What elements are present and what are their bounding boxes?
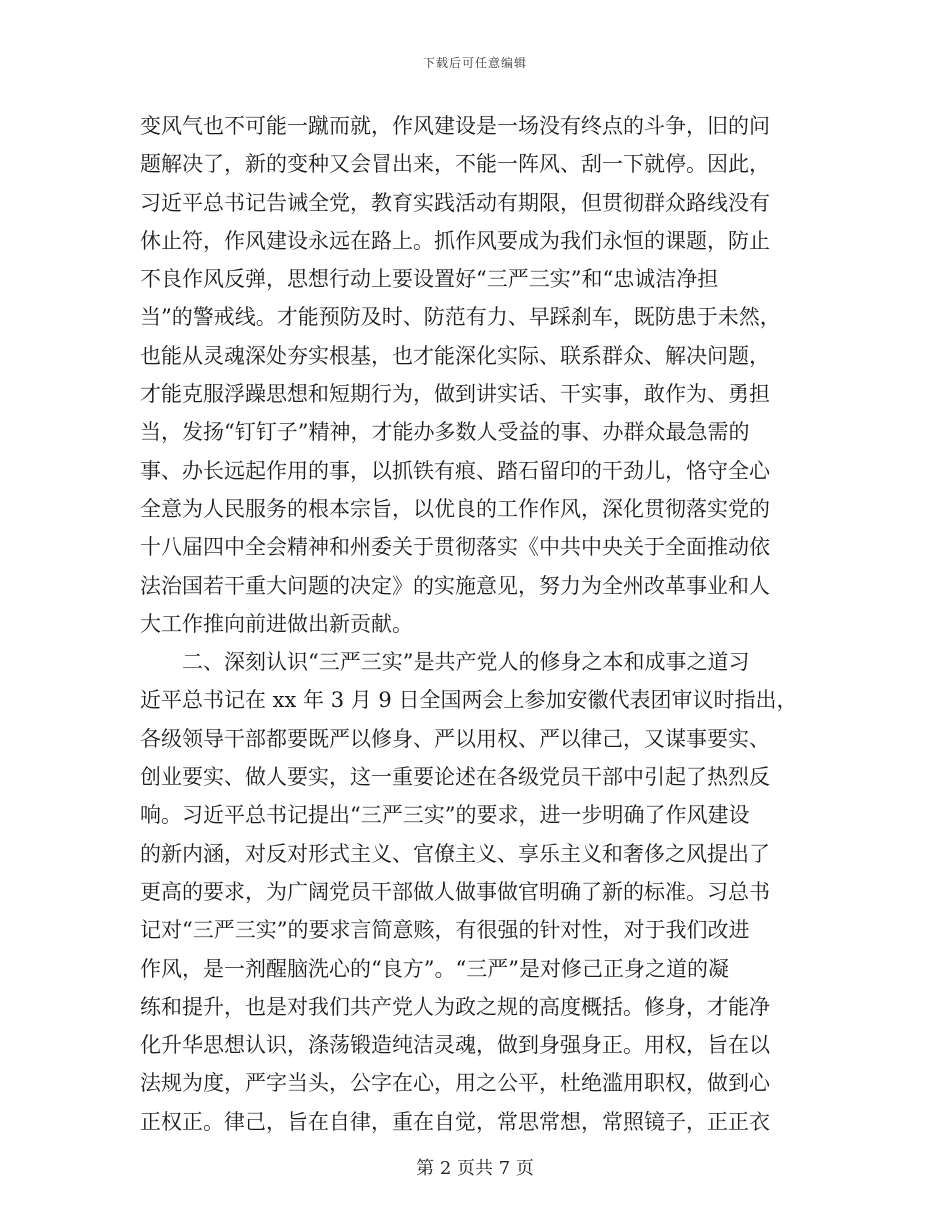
text-line: 当”的警戒线。才能预防及时、防范有力、早踩刹车，既防患于未然，: [140, 305, 781, 330]
text-line: 记对“三严三实”的要求言简意赅，有很强的针对性，对于我们改进: [140, 918, 750, 943]
text-line: 也能从灵魂深处夯实根基，也才能深化实际、联系群众、解决问题，: [140, 343, 770, 368]
document-body: [140, 107, 815, 1141]
text-line: 练和提升，也是对我们共产党人为政之规的高度概括。修身，才能净: [140, 994, 770, 1019]
text-line: 事、办长远起作用的事，以抓铁有痕、踏石留印的干劲儿，恪守全心: [140, 458, 770, 483]
text-line: 近平总书记在 xx 年 3 月 9 日全国两会上参加安徽代表团审议时指出，: [140, 688, 798, 713]
text-line: 法规为度，严字当头，公字在心，用之公平，杜绝滥用职权，做到心: [140, 1071, 770, 1096]
text-line: 法治国若干重大问题的决定》的实施意见，努力为全州改革事业和人: [140, 573, 770, 598]
text-line: 正权正。律己，旨在自律，重在自觉，常思常想，常照镜子，正正衣: [140, 1109, 770, 1134]
text-line: 全意为人民服务的根本宗旨，以优良的工作作风，深化贯彻落实党的: [140, 496, 770, 521]
text-line: 二、深刻认识“三严三实”是共产党人的修身之本和成事之道习: [140, 650, 750, 675]
page-header: 下载后可任意编辑: [422, 56, 527, 70]
text-line: 变风气也不可能一蹴而就，作风建设是一场没有终点的斗争，旧的问: [140, 114, 770, 138]
text-line: 大工作推向前进做出新贡献。: [140, 611, 413, 636]
text-line: 不良作风反弹，思想行动上要设置好“三严三实”和“忠诚洁净担: [140, 267, 719, 292]
text-line: 创业要实、做人要实，这一重要论述在各级党员干部中引起了热烈反: [140, 765, 770, 790]
text-line: 才能克服浮躁思想和短期行为，做到讲实话、干实事，敢作为、勇担: [140, 382, 770, 407]
text-line: 题解决了，新的变种又会冒出来，不能一阵风、刮一下就停。因此，: [140, 152, 770, 177]
text-line: 更高的要求，为广阔党员干部做人做事做官明确了新的标准。习总书: [140, 879, 770, 904]
text-line: 响。习近平总书记提出“三严三实”的要求，进一步明确了作风建设: [140, 803, 750, 828]
text-line: 化升华思想认识，涤荡锻造纯洁灵魂，做到身强身正。用权，旨在以: [140, 1033, 770, 1058]
page-number: 第 2 页共 7 页: [416, 1158, 534, 1179]
text-line: 当，发扬“钉钉子”精神，才能办多数人受益的事、办群众最急需的: [140, 420, 750, 445]
text-line: 十八届四中全会精神和州委关于贯彻落实《中共中央关于全面推动依: [140, 535, 770, 560]
text-line: 休止符，作风建设永远在路上。抓作风要成为我们永恒的课题，防止: [140, 228, 770, 253]
text-line: 作风，是一剂醒脑洗心的“良方”。“三严”是对修己正身之道的凝: [140, 956, 729, 981]
text-line: 各级领导干部都要既严以修身、严以用权、严以律己，又谋事要实、: [140, 726, 770, 751]
text-line: 习近平总书记告诫全党，教育实践活动有期限，但贯彻群众路线没有: [140, 190, 770, 215]
text-line: 的新内涵，对反对形式主义、官僚主义、享乐主义和奢侈之风提出了: [140, 841, 770, 866]
